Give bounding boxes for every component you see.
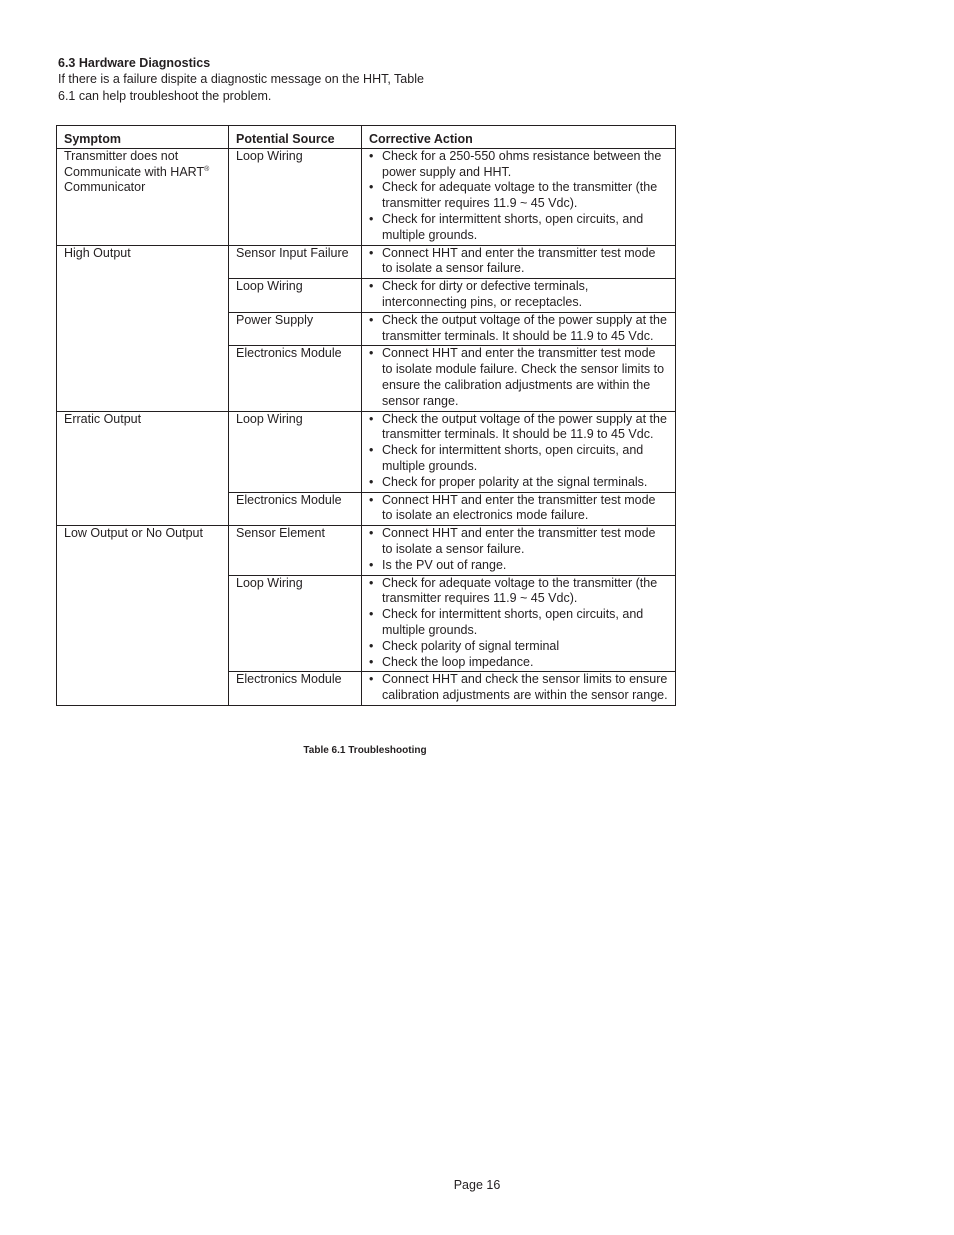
action-item: • Check for intermittent shorts, open circuits, and multiple grounds. <box>369 212 669 244</box>
action-item: • Check the output voltage of the power supply at the transmitter terminals. It should be 11.9 to 45 Vdc. <box>369 313 669 345</box>
symptom-cell <box>57 411 229 526</box>
section-title: 6.3 Hardware Diagnostics <box>58 56 211 70</box>
intro-paragraph <box>58 71 458 104</box>
action-item: • Connect HHT and enter the transmitter test mode to isolate module failure. Check the sensor limits to ensure the calibration adjustments are within the sensor range. <box>369 346 669 409</box>
table-body <box>57 148 676 705</box>
potential-source-cell: Electronics Module <box>229 346 362 411</box>
action-list <box>369 412 669 491</box>
action-item: • Check the output voltage of the power supply at the transmitter terminals. It should be 11.9 to 45 Vdc. <box>369 412 669 444</box>
action-item: • Connect HHT and enter the transmitter test mode to isolate an electronics mode failure. <box>369 493 669 525</box>
action-item: • Is the PV out of range. <box>369 558 669 574</box>
corrective-action-cell <box>362 526 676 575</box>
action-item: • Check for proper polarity at the signal terminals. <box>369 475 669 491</box>
corrective-action-cell <box>362 245 676 279</box>
action-item: • Connect HHT and check the sensor limits to ensure calibration adjustments are within the sensor range. <box>369 672 669 704</box>
table-row <box>57 526 676 575</box>
action-item: • Check for adequate voltage to the transmitter (the transmitter requires 11.9 ~ 45 Vdc). <box>369 180 669 212</box>
header-potential-source: Potential Source <box>229 126 362 149</box>
action-list <box>369 526 669 573</box>
symptom-cell <box>57 148 229 245</box>
symptom-line <box>64 526 222 542</box>
symptom-text: Low Output or No Output <box>64 526 203 541</box>
action-list <box>369 672 669 704</box>
header-corrective-action: Corrective Action <box>362 126 676 149</box>
potential-source-cell: Power Supply <box>229 312 362 346</box>
corrective-action-cell <box>362 672 676 706</box>
symptom-line <box>64 246 222 262</box>
symptom-line <box>64 180 222 196</box>
corrective-action-cell <box>362 148 676 245</box>
corrective-action-cell <box>362 279 676 313</box>
action-item: • Check for a 250-550 ohms resistance between the power supply and HHT. <box>369 149 669 181</box>
intro-line: If there is a failure dispite a diagnostic message on the HHT, Table <box>58 72 424 86</box>
potential-source-cell: Loop Wiring <box>229 279 362 313</box>
corrective-action-cell <box>362 411 676 492</box>
symptom-text: Erratic Output <box>64 411 142 426</box>
action-list <box>369 246 669 278</box>
symptom-line <box>64 412 222 428</box>
action-list <box>369 346 669 409</box>
potential-source-cell: Sensor Input Failure <box>229 245 362 279</box>
corrective-action-cell <box>362 346 676 411</box>
action-item: • Connect HHT and enter the transmitter test mode to isolate a sensor failure. <box>369 526 669 558</box>
action-item: • Connect HHT and enter the transmitter test mode to isolate a sensor failure. <box>369 246 669 278</box>
action-list <box>369 493 669 525</box>
action-item: • Check polarity of signal terminal <box>369 639 669 655</box>
potential-source-cell: Electronics Module <box>229 672 362 706</box>
action-list <box>369 279 669 311</box>
action-item: • Check for dirty or defective terminals, interconnecting pins, or receptacles. <box>369 279 669 311</box>
page-number: Page 16 <box>453 1178 501 1192</box>
potential-source-cell: Electronics Module <box>229 492 362 526</box>
action-item: • Check for intermittent shorts, open circuits, and multiple grounds. <box>369 607 669 639</box>
action-item: • Check the loop impedance. <box>369 655 669 671</box>
symptom-line <box>64 165 222 181</box>
table-row <box>57 245 676 279</box>
table-caption: Table 6.1 Troubleshooting <box>303 745 427 756</box>
symptom-text: Communicator <box>64 180 146 195</box>
potential-source-cell: Loop Wiring <box>229 411 362 492</box>
symptom-line <box>64 149 222 165</box>
symptom-cell <box>57 245 229 411</box>
symptom-text: High Output <box>64 245 131 260</box>
table-header-row <box>57 126 676 149</box>
registered-mark: ® <box>204 165 210 173</box>
symptom-text: Transmitter does not <box>64 148 179 163</box>
action-item: • Check for intermittent shorts, open circuits, and multiple grounds. <box>369 443 669 475</box>
potential-source-cell: Sensor Element <box>229 526 362 575</box>
intro-line: 6.1 can help troubleshoot the problem. <box>58 88 272 103</box>
table-row <box>57 148 676 245</box>
symptom-text: Communicate with HART <box>64 164 205 179</box>
troubleshooting-table <box>56 125 676 706</box>
potential-source-cell: Loop Wiring <box>229 148 362 245</box>
action-item: • Check for adequate voltage to the transmitter (the transmitter requires 11.9 ~ 45 Vdc). <box>369 576 669 608</box>
symptom-cell <box>57 526 229 706</box>
table-row <box>57 411 676 492</box>
action-list <box>369 149 669 244</box>
action-list <box>369 313 669 345</box>
header-symptom: Symptom <box>57 126 229 149</box>
potential-source-cell: Loop Wiring <box>229 575 362 672</box>
corrective-action-cell <box>362 575 676 672</box>
corrective-action-cell <box>362 312 676 346</box>
corrective-action-cell <box>362 492 676 526</box>
action-list <box>369 576 669 671</box>
